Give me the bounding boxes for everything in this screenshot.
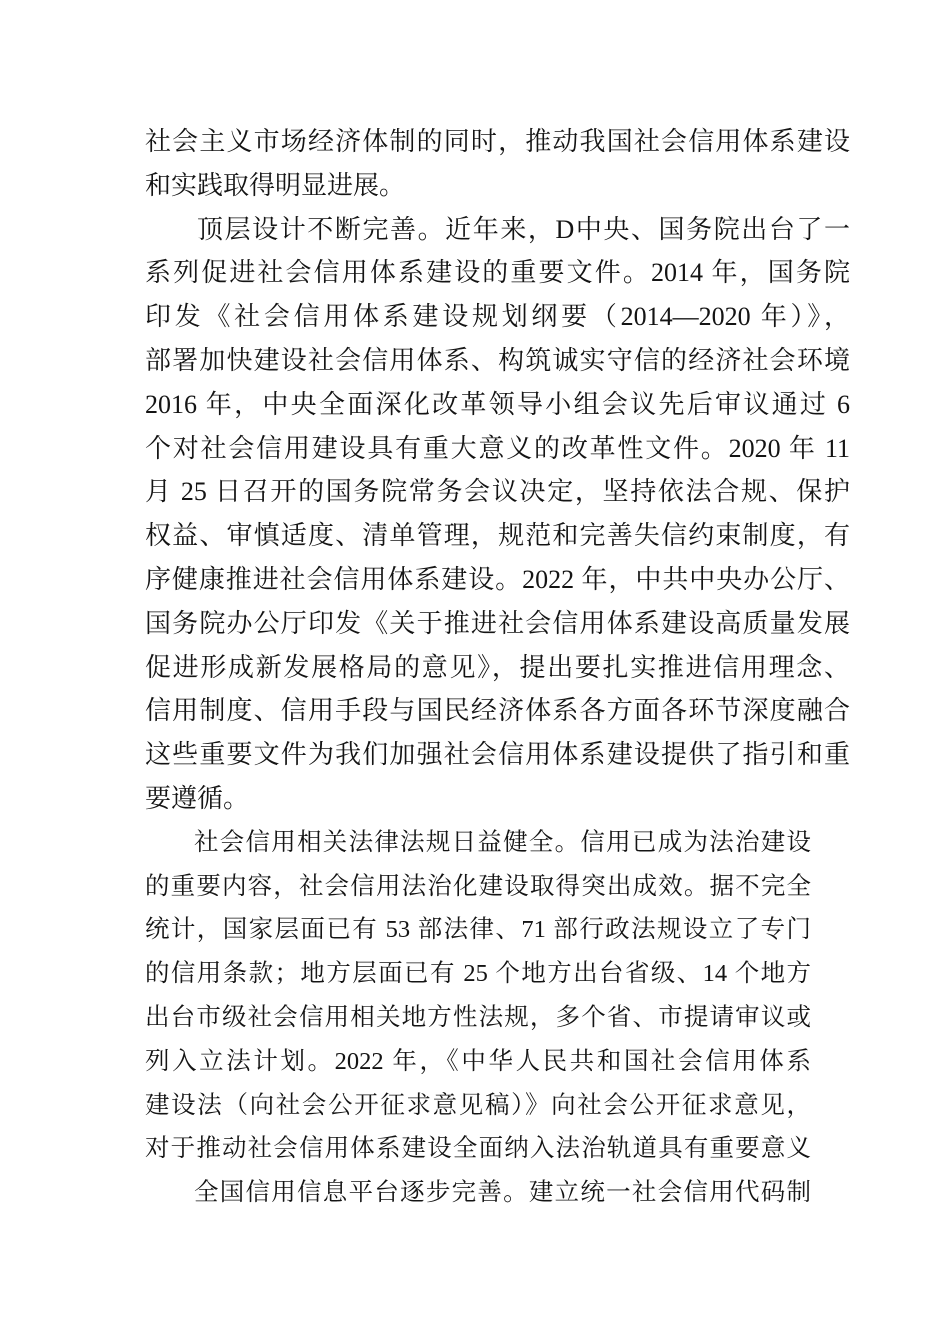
text-line: 的重要内容，社会信用法治化建设取得突出成效。据不完全 <box>145 872 811 900</box>
text-line: 对于推动社会信用体系建设全面纳入法治轨道具有重要意义 <box>145 1135 811 1163</box>
text-line: 国务院办公厅印发《关于推进社会信用体系建设高质量发展 <box>145 608 850 638</box>
text-line: 列入立法计划。2022 年，《中华人民共和国社会信用体系 <box>145 1047 811 1075</box>
paragraph <box>145 821 811 1171</box>
text-line: 月 25 日召开的国务院常务会议决定，坚持依法合规、保护 <box>145 477 850 507</box>
text-line: 2016 年，中央全面深化改革领导小组会议先后审议通过 6 <box>145 389 850 419</box>
text-line: 和实践取得明显进展。 <box>145 170 406 200</box>
text-line: 促进形成新发展格局的意见》，提出要扎实推进信用理念、 <box>145 652 850 682</box>
text-line: 印发《社会信用体系建设规划纲要（2014—2020 年）》， <box>145 302 850 332</box>
paragraph <box>145 1171 811 1215</box>
text-line: 社会信用相关法律法规日益健全。信用已成为法治建设 <box>194 828 811 856</box>
document-text-block <box>145 120 850 1215</box>
text-line: 社会主义市场经济体制的同时，推动我国社会信用体系建设 <box>145 127 850 156</box>
text-line: 这些重要文件为我们加强社会信用体系建设提供了指引和重 <box>145 740 850 770</box>
text-line: 统计，国家层面已有 53 部法律、71 部行政法规设立了专门 <box>145 916 811 944</box>
text-line: 出台市级社会信用相关地方性法规，多个省、市提请审议或 <box>145 1003 811 1031</box>
text-line: 个对社会信用建设具有重大意义的改革性文件。2020 年 11 <box>145 433 850 463</box>
text-line: 建设法（向社会公开征求意见稿）》向社会公开征求意见， <box>145 1091 811 1119</box>
paragraph <box>145 208 850 821</box>
text-line: 顶层设计不断完善。近年来，D中央、国务院出台了一 <box>197 214 850 244</box>
text-line: 信用制度、信用手段与国民经济体系各方面各环节深度融合 <box>145 696 850 726</box>
text-line: 权益、审慎适度、清单管理，规范和完善失信约束制度，有 <box>145 521 850 551</box>
text-line: 序健康推进社会信用体系建设。2022 年，中共中央办公厅、 <box>145 564 850 594</box>
text-line: 全国信用信息平台逐步完善。建立统一社会信用代码制 <box>194 1179 811 1207</box>
text-line: 部署加快建设社会信用体系、构筑诚实守信的经济社会环境 <box>145 345 850 375</box>
text-line: 要遵循。 <box>145 783 250 813</box>
text-line: 系列促进社会信用体系建设的重要文件。2014 年，国务院 <box>145 258 850 288</box>
text-line: 的信用条款；地方层面已有 25 个地方出台省级、14 个地方 <box>145 960 811 988</box>
paragraph <box>145 120 850 208</box>
